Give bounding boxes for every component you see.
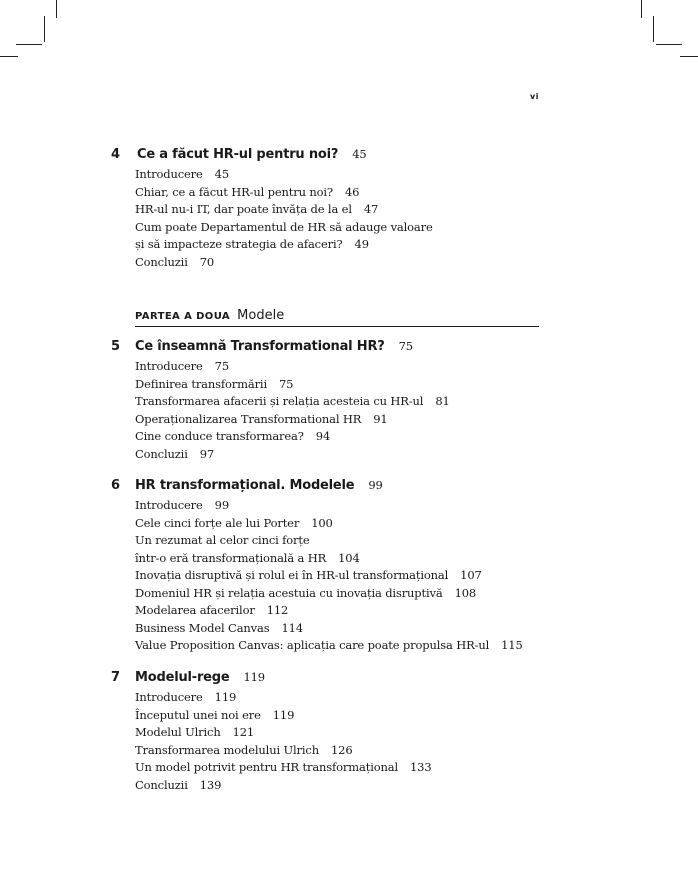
crop-mark	[44, 16, 45, 42]
entry-list	[135, 497, 551, 655]
entry-list	[135, 166, 551, 271]
toc-entry[interactable]: Transformarea afacerii și relația acesteia cu HR-ul 81	[135, 394, 450, 408]
chapter-number: 5	[111, 339, 121, 354]
crop-mark	[0, 56, 18, 57]
crop-mark	[56, 0, 57, 18]
toc-entry[interactable]: Cele cinci forțe ale lui Porter 100	[135, 515, 333, 530]
toc-chapter-7	[111, 670, 551, 794]
chapter-heading	[111, 339, 551, 358]
toc-entry[interactable]: Cine conduce transformarea? 94	[135, 429, 331, 443]
toc-entry[interactable]: Concluzii 139	[135, 777, 222, 792]
toc-entry[interactable]: într-o eră transformațională a HR 104	[135, 550, 360, 565]
toc-entry[interactable]: Un model potrivit pentru HR transformațional 133	[135, 760, 432, 774]
toc-entry[interactable]: Introducere 45	[135, 167, 230, 181]
part-label: PARTEA A DOUA	[135, 311, 231, 322]
toc-entry[interactable]: Concluzii 70	[135, 254, 215, 269]
chapter-title[interactable]: Modelul-rege 119	[135, 670, 265, 685]
crop-mark	[653, 16, 654, 42]
toc-chapter-6	[111, 478, 551, 655]
chapter-title[interactable]: Ce înseamnă Transformational HR? 75	[135, 339, 413, 354]
toc-entry[interactable]: Operaționalizarea Transformational HR 91	[135, 411, 388, 426]
toc-chapter-5	[111, 339, 551, 463]
toc-entry[interactable]: HR-ul nu-i IT, dar poate învăța de la el 47	[135, 202, 379, 216]
chapter-number: 7	[111, 670, 121, 685]
chapter-number: 6	[111, 478, 121, 493]
page-number: vi	[530, 92, 539, 101]
toc-entry[interactable]: Domeniul HR și relația acestuia cu inovația disruptivă 108	[135, 585, 477, 600]
toc-entry[interactable]: Transformarea modelului Ulrich 126	[135, 742, 353, 757]
chapter-heading	[111, 670, 551, 689]
chapter-number: 4	[111, 147, 121, 162]
crop-mark	[680, 56, 698, 57]
crop-mark	[656, 44, 682, 45]
chapter-page: 99	[368, 478, 383, 492]
toc-entry[interactable]: Un rezumat al celor cinci forțe	[135, 533, 310, 547]
entry-list	[135, 689, 551, 794]
toc-entry[interactable]: Business Model Canvas 114	[135, 620, 303, 635]
chapter-heading	[111, 147, 551, 166]
chapter-title[interactable]: Ce a făcut HR-ul pentru noi? 45	[137, 147, 367, 162]
chapter-page: 75	[398, 339, 413, 353]
toc-entry[interactable]: Introducere 119	[135, 690, 237, 704]
toc-entry[interactable]: Concluzii 97	[135, 446, 215, 461]
chapter-heading	[111, 478, 551, 497]
toc-entry[interactable]: Modelarea afacerilor 112	[135, 603, 289, 617]
crop-mark	[16, 44, 42, 45]
toc-chapter-4	[111, 147, 551, 271]
toc-entry[interactable]: Value Proposition Canvas: aplicația care poate propulsa HR-ul 115	[135, 638, 523, 652]
entry-list	[135, 358, 551, 463]
toc-entry[interactable]: Începutul unei noi ere 119	[135, 707, 295, 722]
toc-entry[interactable]: Inovația disruptivă și rolul ei în HR-ul transformațional 107	[135, 568, 482, 582]
toc-entry[interactable]: Introducere 99	[135, 498, 230, 512]
toc-entry[interactable]: Cum poate Departamentul de HR să adauge valoare	[135, 219, 433, 234]
part-heading	[135, 304, 539, 327]
toc-entry[interactable]: și să impacteze strategia de afaceri? 49	[135, 237, 369, 251]
chapter-page: 119	[243, 670, 265, 684]
crop-mark	[641, 0, 642, 18]
toc-entry[interactable]: Modelul Ulrich 121	[135, 725, 255, 739]
toc-entry[interactable]: Chiar, ce a făcut HR-ul pentru noi? 46	[135, 184, 360, 199]
part-name: Modele	[237, 308, 285, 323]
toc-entry[interactable]: Introducere 75	[135, 359, 230, 373]
chapter-title[interactable]: HR transformațional. Modelele 99	[135, 478, 383, 493]
chapter-page: 45	[352, 147, 367, 161]
toc-entry[interactable]: Definirea transformării 75	[135, 376, 294, 391]
